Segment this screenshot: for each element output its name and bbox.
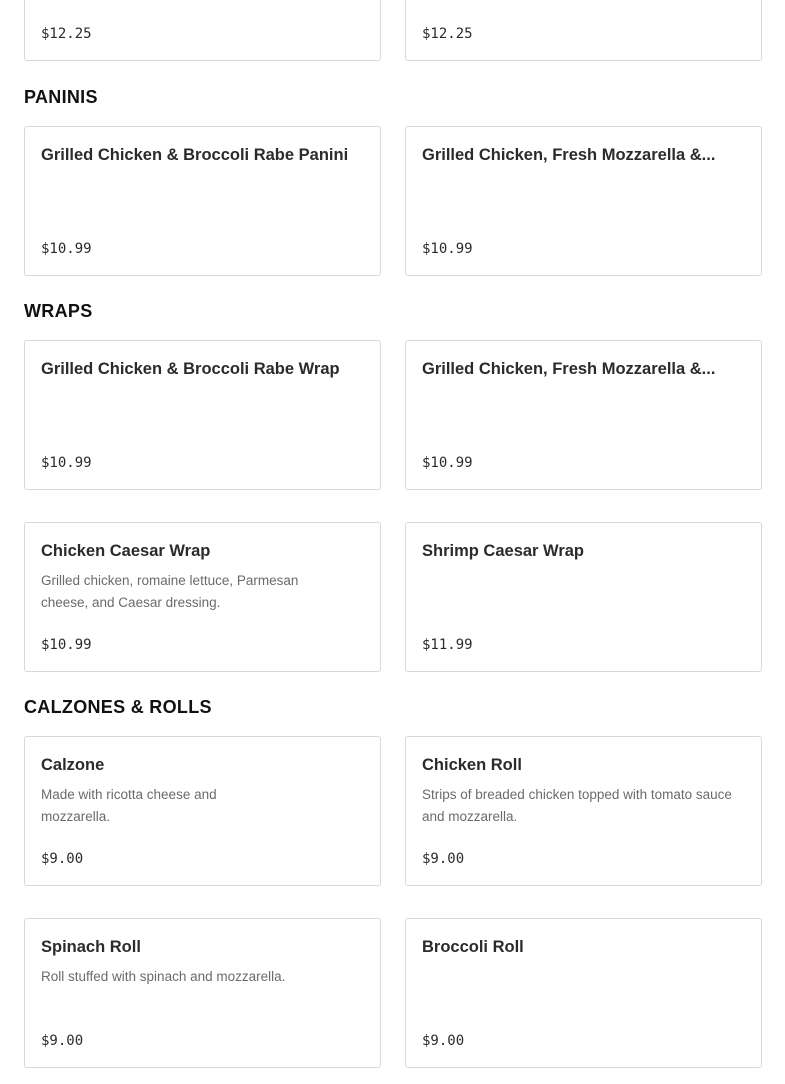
item-name: Broccoli Roll [422,938,524,956]
item-name: Chicken Caesar Wrap [41,542,211,560]
item-name: Grilled Chicken & Broccoli Rabe Panini [41,146,349,164]
item-price: $9.00 [422,1033,465,1049]
item-price: $12.25 [422,26,473,42]
menu-item-card[interactable] [405,340,762,490]
menu-item-card[interactable] [24,918,381,1068]
menu-item-card[interactable] [24,0,381,61]
item-name: Grilled Chicken & Broccoli Rabe Wrap [41,360,340,378]
menu-item-card[interactable] [24,126,381,276]
item-price: $12.25 [41,26,92,42]
item-name: Grilled Chicken, Fresh Mozzarella &... [422,146,716,164]
item-name: Calzone [41,756,105,774]
menu-item-card[interactable] [24,340,381,490]
item-price: $10.99 [422,455,473,471]
menu-item-card[interactable] [405,0,762,61]
item-price: $9.00 [41,851,84,867]
item-price: $9.00 [41,1033,84,1049]
item-price: $10.99 [41,455,92,471]
item-name: Shrimp Caesar Wrap [422,542,585,560]
section-title-calzones-rolls: CALZONES & ROLLS [24,697,212,717]
item-description: Made with ricotta cheese and mozzarella. [41,787,217,824]
section-title-paninis: PANINIS [24,87,98,107]
menu-item-card[interactable] [405,918,762,1068]
item-name: Grilled Chicken, Fresh Mozzarella &... [422,360,716,378]
menu-item-card[interactable] [24,736,381,886]
menu-item-card[interactable] [405,126,762,276]
item-description: Roll stuffed with spinach and mozzarella. [41,969,286,984]
item-name: Spinach Roll [41,938,141,956]
item-price: $10.99 [422,241,473,257]
menu-item-card[interactable] [405,736,762,886]
item-price: $10.99 [41,241,92,257]
item-price: $10.99 [41,637,92,653]
menu-item-card[interactable] [405,522,762,672]
item-description: Grilled chicken, romaine lettuce, Parmesan cheese, and Caesar dressing. [41,573,299,610]
section-title-wraps: WRAPS [24,301,93,321]
item-name: Chicken Roll [422,756,522,774]
item-description: Strips of breaded chicken topped with tomato sauce and mozzarella. [422,787,732,824]
item-price: $11.99 [422,637,473,653]
item-price: $9.00 [422,851,465,867]
menu-item-card[interactable] [24,522,381,672]
